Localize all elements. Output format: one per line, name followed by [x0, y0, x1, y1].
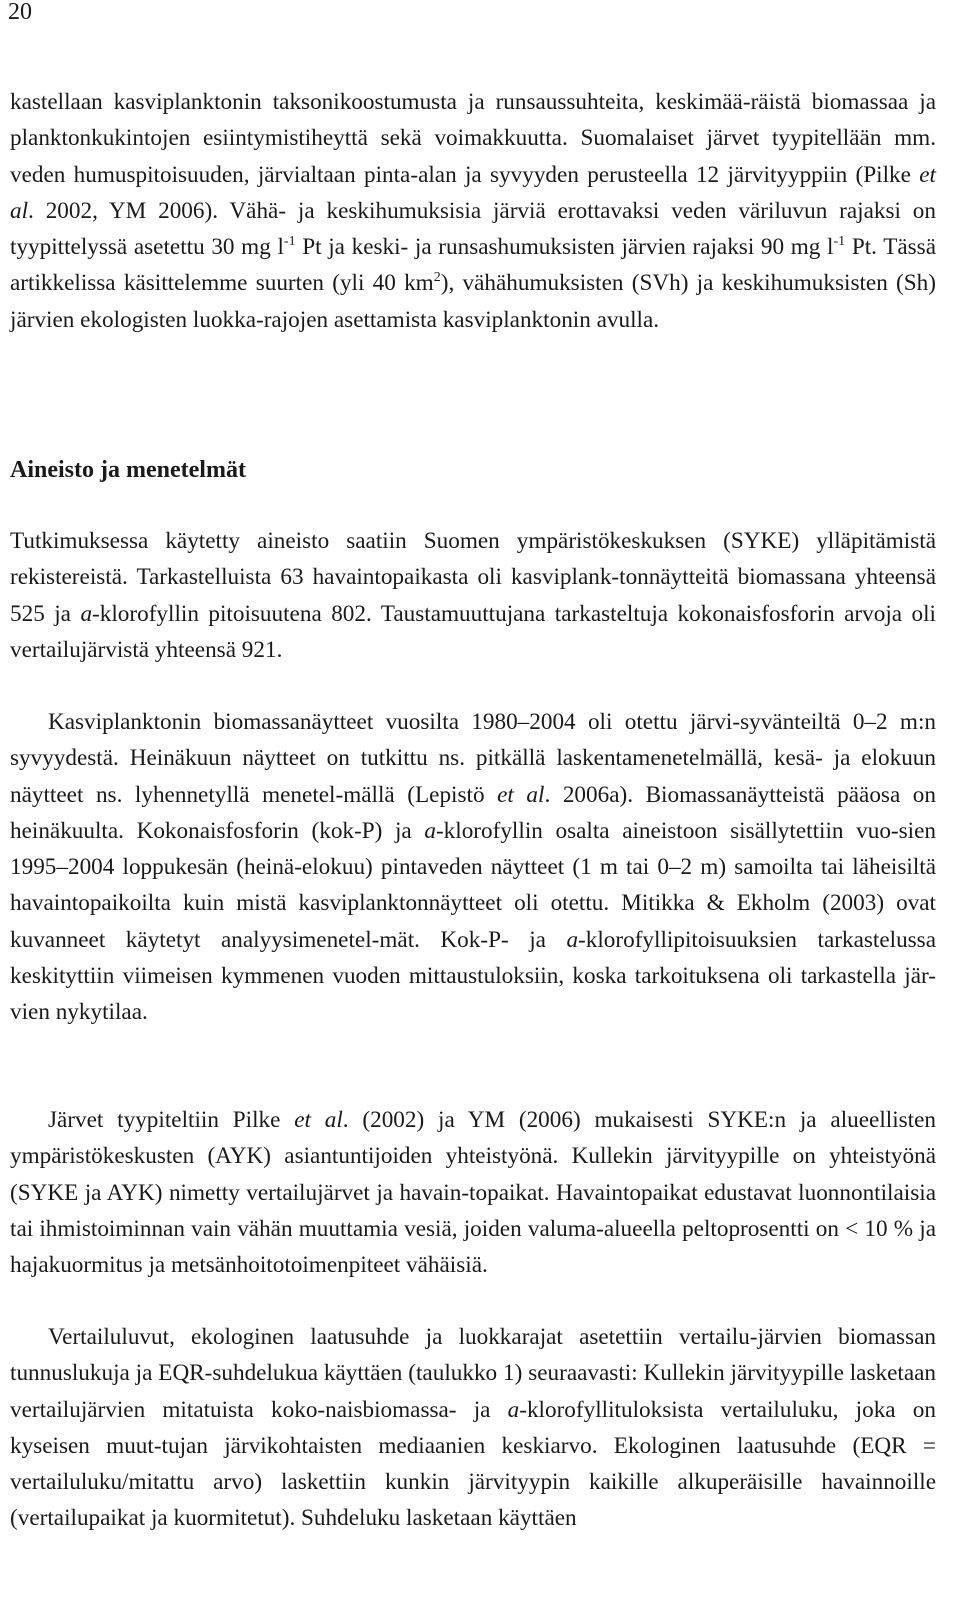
italic-text: a [80, 600, 93, 627]
text-run: Vertailuluvut, ekologinen laatusuhde ja luokkarajat asetettiin vertailu-järvien biomassan tunnuslukuja ja EQR-suhdelukua käyttäen (taulukko 1) seuraavasti: Kullekin järvityypille lasketaan vertailujärvien mitatuista koko-naisbiomassa- ja [10, 1324, 936, 1423]
superscript: -1 [833, 234, 846, 249]
text-run: -klorofyllin pitoisuutena 802. Taustamuuttujana tarkasteltuja kokonaisfosforin arvoja oli vertailujärvistä yhteensä 921. [10, 600, 937, 663]
text-run: Pt ja keski- ja runsashumuksisten järvien rajaksi 90 mg l [295, 234, 834, 260]
text-run: -klorofyllin osalta aineistoon sisällytettiin vuo-sien 1995–2004 loppukesän (heinä-elokuu) pintaveden näytteet (1 m tai 0–2 m) samoilta tai läheisiltä havaintopaikoilta kuin mistä kasviplanktonnäytteet oli otettu. Mitikka & Ekholm (2003) ovat kuvanneet käytetyt analyysimenetel-mät. Kok-P- ja [10, 817, 936, 953]
section-heading: Aineisto ja menetelmät [10, 457, 246, 483]
italic-text: et al [497, 781, 545, 808]
text-run: ), vähähumuksisten (SVh) ja keskihumuksisten (Sh) järvien ekologisten luokka-rajojen asettamista kasviplanktonin avulla. [10, 270, 936, 333]
text-run: . 2006a). Biomassanäytteistä pääosa on heinäkuulta. Kokonaisfosforin (kok-P) ja [10, 781, 936, 844]
text-run: . 2002, YM 2006). Vähä- ja keskihumuksisia järviä erottavaksi veden väriluvun rajaksi on tyypittelyssä asetettu 30 mg l [10, 197, 936, 260]
superscript: 2 [433, 270, 441, 286]
body-paragraph-intro [10, 84, 936, 338]
body-paragraph-sampling [10, 704, 936, 1030]
italic-text: et al [294, 1107, 343, 1133]
text-run: Tutkimuksessa käytetty aineisto saatiin Suomen ympäristökeskuksen (SYKE) ylläpitämistä rekistereistä. Tarkastelluista 63 havaintopaikasta oli kasviplank-tonnäytteitä biomassana yhteensä 525 ja [10, 528, 936, 627]
text-run: . (2002) ja YM (2006) mukaisesti SYKE:n ja alueellisten ympäristökeskusten (AYK) asiantuntijoiden yhteistyönä. Kullekin järvityypille on yhteistyönä (SYKE ja AYK) nimetty vertailujärvet ja havain-topaikat. Havaintopaikat edustavat luonnontilaisia tai ihmistoiminnan vain vähän muuttamia vesiä, joiden valuma-alueella peltoprosentti on < 10 % ja hajakuormitus ja metsänhoitotoimenpiteet vähäisiä. [10, 1107, 936, 1278]
text-run: Kasviplanktonin biomassanäytteet vuosilta 1980–2004 oli otettu järvi-syvänteiltä 0–2 m:n syvyydestä. Heinäkuun näytteet on tutkittu ns. pitkällä laskentamenetelmällä, kesä- ja elokuun näytteet ns. lyhennetyllä menetel-mällä (Lepistö [10, 709, 936, 808]
text-run: Pt. Tässä artikkelissa käsittelemme suurten (yli 40 km [10, 234, 936, 297]
italic-text: a [424, 817, 436, 844]
superscript: -1 [283, 234, 296, 249]
body-paragraph-data-source [10, 523, 936, 668]
text-run: -klorofyllipitoisuuksien tarkastelussa keskityttiin viimeisen kymmenen vuoden mittaustuloksiin, koska tarkoituksena oli tarkastella jär-vien nykytilaa. [10, 926, 937, 1025]
text-run: Järvet tyypiteltiin Pilke [48, 1107, 295, 1133]
body-paragraph-reference-values [10, 1319, 936, 1537]
page-number: 20 [8, 0, 32, 25]
body-paragraph-typology [10, 1102, 936, 1283]
italic-text: a [566, 926, 579, 953]
text-run: kastellaan kasviplanktonin taksonikoostumusta ja runsaussuhteita, keskimää-räistä biomassaa ja planktonkukintojen esiintymistiheyttä sekä voimakkuutta. Suomalaiset järvet tyypitellään mm. veden humuspitoisuuden, järvialtaan pinta-alan ja syvyyden perusteella 12 järvityyppiin (Pilke [10, 89, 936, 188]
italic-text: et al [10, 161, 936, 224]
italic-text: a [507, 1396, 520, 1423]
text-run: -klorofyllituloksista vertailuluku, joka on kyseisen muut-tujan järvikohtaisten mediaanien keskiarvo. Ekologinen laatusuhde (EQR = vertailuluku/mitattu arvo) laskettiin kunkin järvityypin kaikille alkuperäisille havainnoille (vertailupaikat ja kuormitetut). Suhdeluku lasketaan käyttäen [10, 1396, 936, 1532]
